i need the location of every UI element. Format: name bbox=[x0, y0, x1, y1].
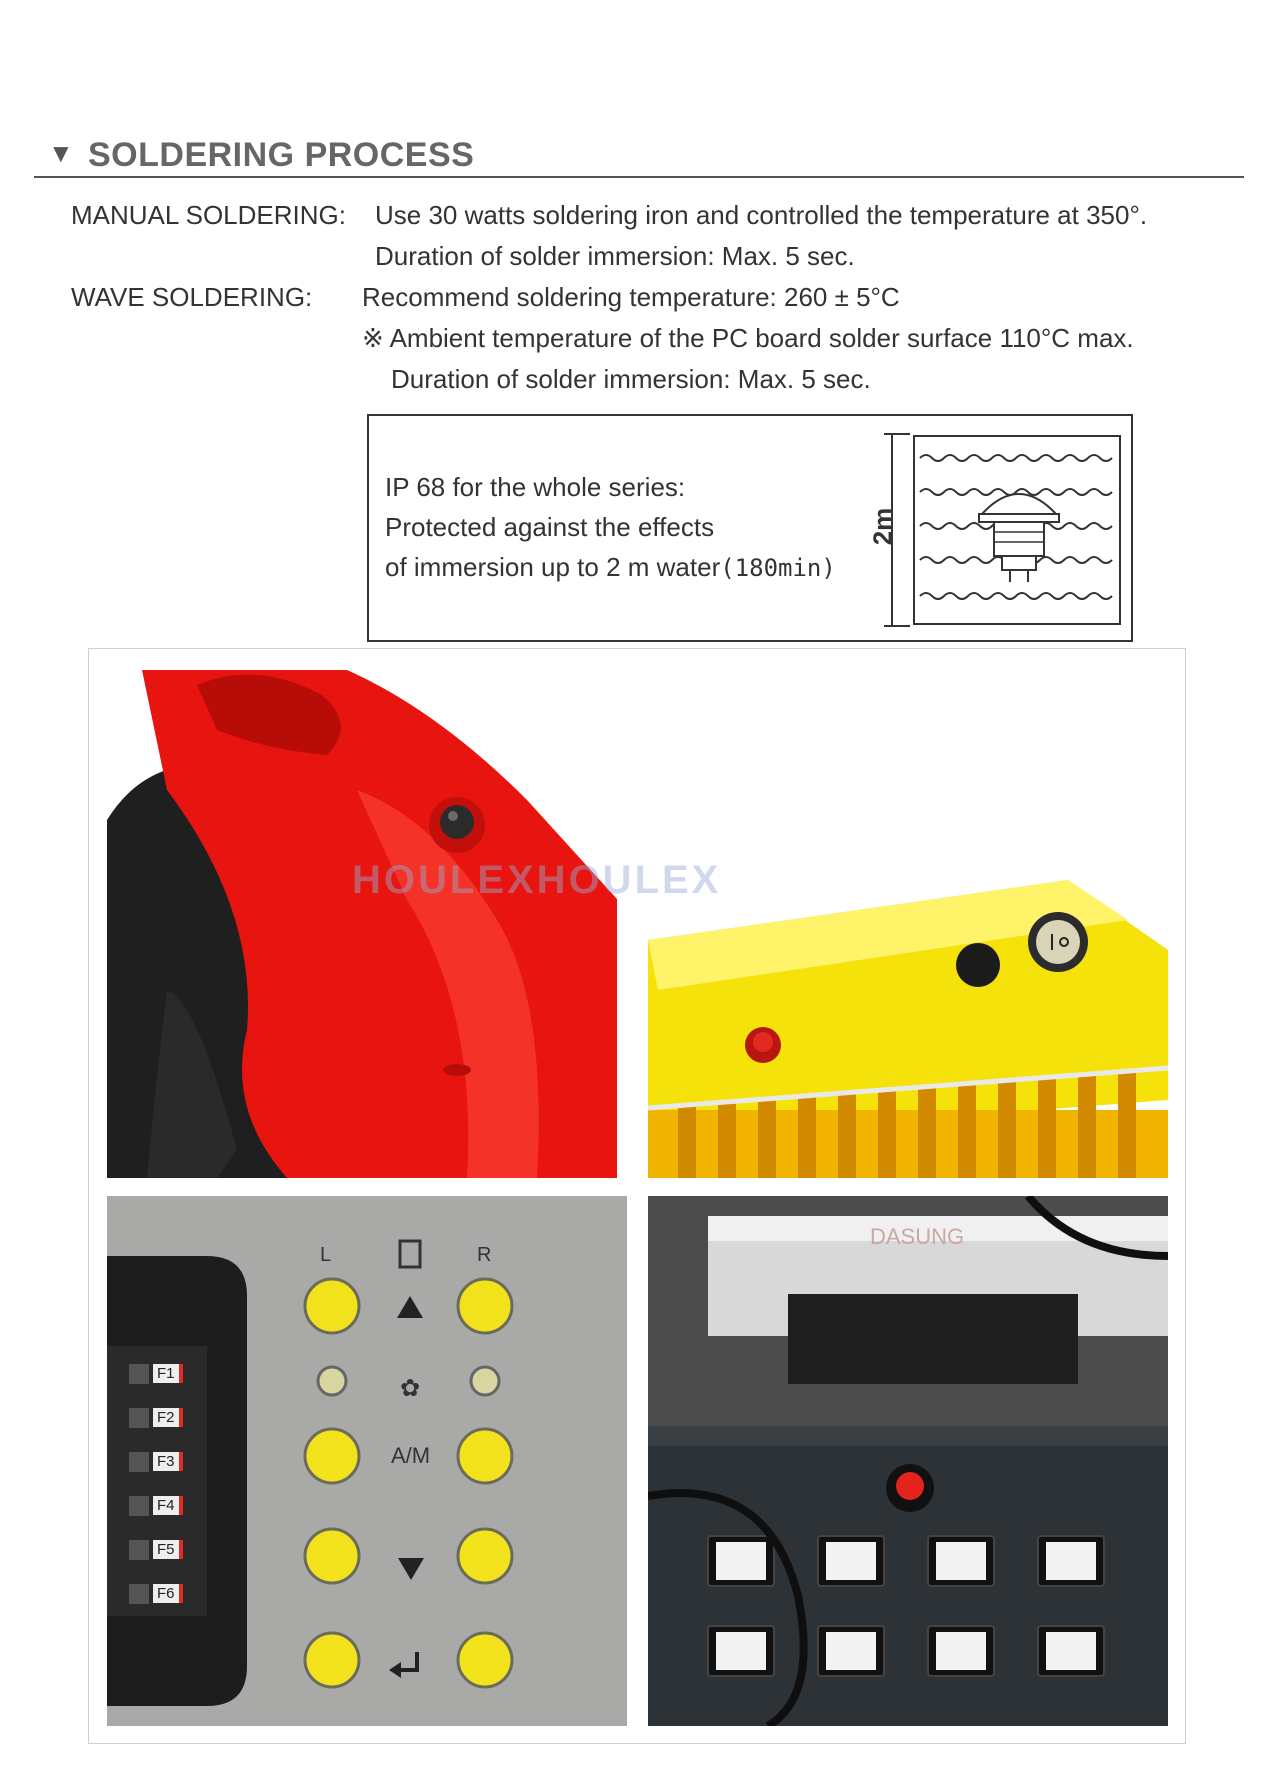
ip68-line2: Protected against the effects bbox=[385, 512, 715, 542]
manual-soldering-line1: Use 30 watts soldering iron and controlled the temperature at 350°. bbox=[375, 200, 1148, 230]
function-key[interactable]: F1 bbox=[129, 1364, 199, 1408]
wave-soldering-label: WAVE SOLDERING: bbox=[71, 282, 313, 312]
wave-soldering-line1: Recommend soldering temperature: 260 ± 5°C bbox=[362, 282, 900, 312]
manual-soldering-line2: Duration of solder immersion: Max. 5 sec. bbox=[375, 241, 855, 271]
wave-soldering-line2: ※ Ambient temperature of the PC board solder surface 110°C max. bbox=[362, 323, 1134, 353]
svg-text:✿: ✿ bbox=[399, 1374, 421, 1402]
ip68-line3-wrap bbox=[385, 552, 836, 583]
watermark: HOULEXHOULEX bbox=[352, 858, 722, 902]
depth-label: 2m bbox=[867, 507, 898, 546]
brand-label: DASUNG bbox=[870, 1224, 965, 1249]
function-key[interactable]: F2 bbox=[129, 1408, 199, 1452]
function-key[interactable]: F3 bbox=[129, 1452, 199, 1496]
manual-soldering-label: MANUAL SOLDERING: bbox=[71, 200, 346, 230]
section-header bbox=[34, 132, 1244, 178]
photo-control-panel bbox=[107, 1196, 627, 1726]
panel-right-label: R bbox=[477, 1244, 492, 1266]
ip68-line1: IP 68 for the whole series: bbox=[385, 472, 686, 502]
photo-yellow-device bbox=[648, 880, 1168, 1178]
function-key[interactable]: F6 bbox=[129, 1584, 199, 1628]
function-key-list bbox=[129, 1364, 199, 1628]
triangle-down-icon: ▼ bbox=[48, 138, 74, 168]
function-key[interactable]: F5 bbox=[129, 1540, 199, 1584]
ip68-duration: (180min) bbox=[720, 554, 836, 582]
photo-red-device bbox=[107, 670, 617, 1178]
panel-left-label: L bbox=[320, 1244, 332, 1266]
photo-rocker-switches bbox=[648, 1196, 1168, 1726]
function-key[interactable]: F4 bbox=[129, 1496, 199, 1540]
section-title: SOLDERING PROCESS bbox=[88, 136, 475, 174]
panel-am-label: A/M bbox=[391, 1443, 431, 1468]
immersion-diagram bbox=[884, 432, 1124, 628]
ip68-line3: of immersion up to 2 m water bbox=[385, 552, 721, 582]
wave-soldering-line3: Duration of solder immersion: Max. 5 sec. bbox=[391, 364, 871, 394]
ip68-box bbox=[367, 414, 1133, 642]
